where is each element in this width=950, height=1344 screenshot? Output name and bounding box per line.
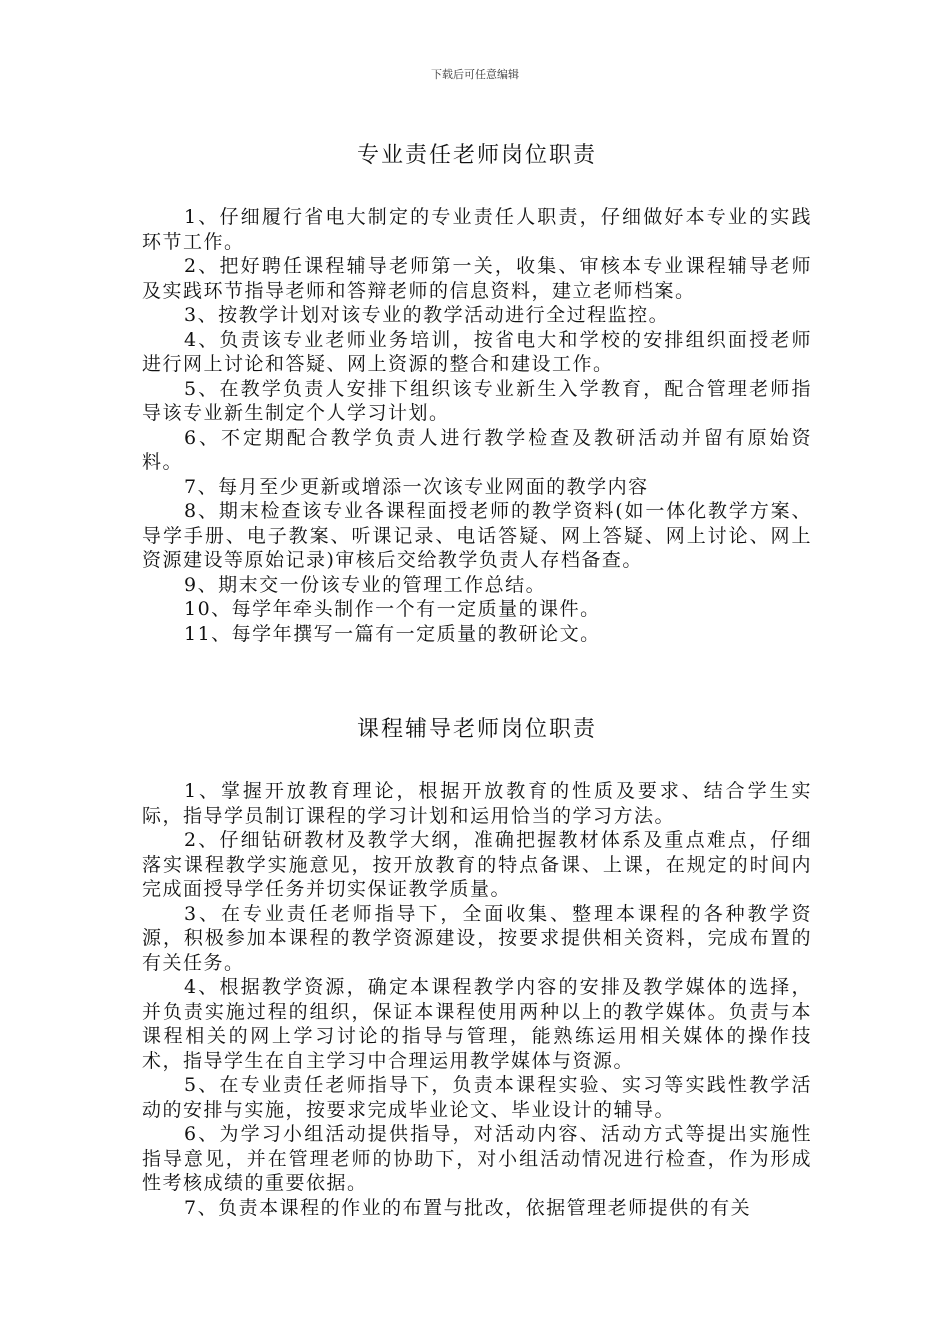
paragraph: 5、在教学负责人安排下组织该专业新生入学教育，配合管理老师指导该专业新生制定个人学习计划。 [142, 377, 812, 424]
section-professional-teacher-duties [142, 138, 812, 646]
paragraph: 10、每学年牵头制作一个有一定质量的课件。 [184, 598, 601, 620]
paragraph: 1、掌握开放教育理论，根据开放教育的性质及要求、结合学生实际，指导学员制订课程的学习计划和运用恰当的学习方法。 [142, 780, 812, 827]
paragraph: 2、把好聘任课程辅导老师第一关，收集、审核本专业课程辅导老师及实践环节指导老师和答辩老师的信息资料，建立老师档案。 [142, 255, 812, 302]
paragraph-list [142, 779, 812, 1220]
paragraph: 3、在专业责任老师指导下，全面收集、整理本课程的各种教学资源，积极参加本课程的教学资源建设，按要求提供相关资料，完成布置的有关任务。 [142, 902, 812, 974]
paragraph: 8、期末检查该专业各课程面授老师的教学资料(如一体化教学方案、导学手册、电子教案、听课记录、电话答疑、网上答疑、网上讨论、网上资源建设等原始记录)审核后交给教学负责人存档备查。 [142, 500, 812, 571]
section-title: 课程辅导老师岗位职责 [356, 717, 597, 742]
paragraph: 6、为学习小组活动提供指导，对活动内容、活动方式等提出实施性指导意见，并在管理老师的协助下，对小组活动情况进行检查，作为形成性考核成绩的重要依据。 [142, 1123, 812, 1194]
header-note: 下载后可任意编辑 [431, 68, 519, 81]
paragraph: 1、仔细履行省电大制定的专业责任人职责，仔细做好本专业的实践环节工作。 [142, 206, 812, 253]
paragraph: 11、每学年撰写一篇有一定质量的教研论文。 [184, 622, 601, 645]
section-title: 专业责任老师岗位职责 [356, 143, 597, 168]
section-course-tutor-duties [142, 712, 812, 1220]
paragraph: 9、期末交一份该专业的管理工作总结。 [184, 573, 547, 596]
paragraph-list [142, 205, 812, 646]
paragraph: 7、每月至少更新或增添一次该专业网面的教学内容 [184, 475, 649, 498]
paragraph: 5、在专业责任老师指导下，负责本课程实验、实习等实践性教学活动的安排与实施，按要求完成毕业论文、毕业设计的辅导。 [142, 1074, 812, 1121]
paragraph: 3、按教学计划对该专业的教学活动进行全过程监控。 [184, 304, 670, 326]
paragraph: 2、仔细钻研教材及教学大纲，准确把握教材体系及重点难点，仔细落实课程教学实施意见，按开放教育的特点备课、上课，在规定的时间内完成面授导学任务并切实保证教学质量。 [142, 829, 812, 900]
paragraph: 6、不定期配合教学负责人进行教学检查及教研活动并留有原始资料。 [142, 426, 812, 473]
paragraph: 4、根据教学资源，确定本课程教学内容的安排及教学媒体的选择，并负责实施过程的组织，保证本课程使用两种以上的教学媒体。负责与本课程相关的网上学习讨论的指导与管理，能熟练运用相关媒体的操作技术，指导学生在自主学习中合理运用教学媒体与资源。 [142, 976, 812, 1072]
paragraph: 7、负责本课程的作业的布置与批改，依据管理老师提供的有关 [184, 1196, 752, 1219]
paragraph: 4、负责该专业老师业务培训，按省电大和学校的安排组织面授老师进行网上讨论和答疑、网上资源的整合和建设工作。 [142, 328, 812, 375]
